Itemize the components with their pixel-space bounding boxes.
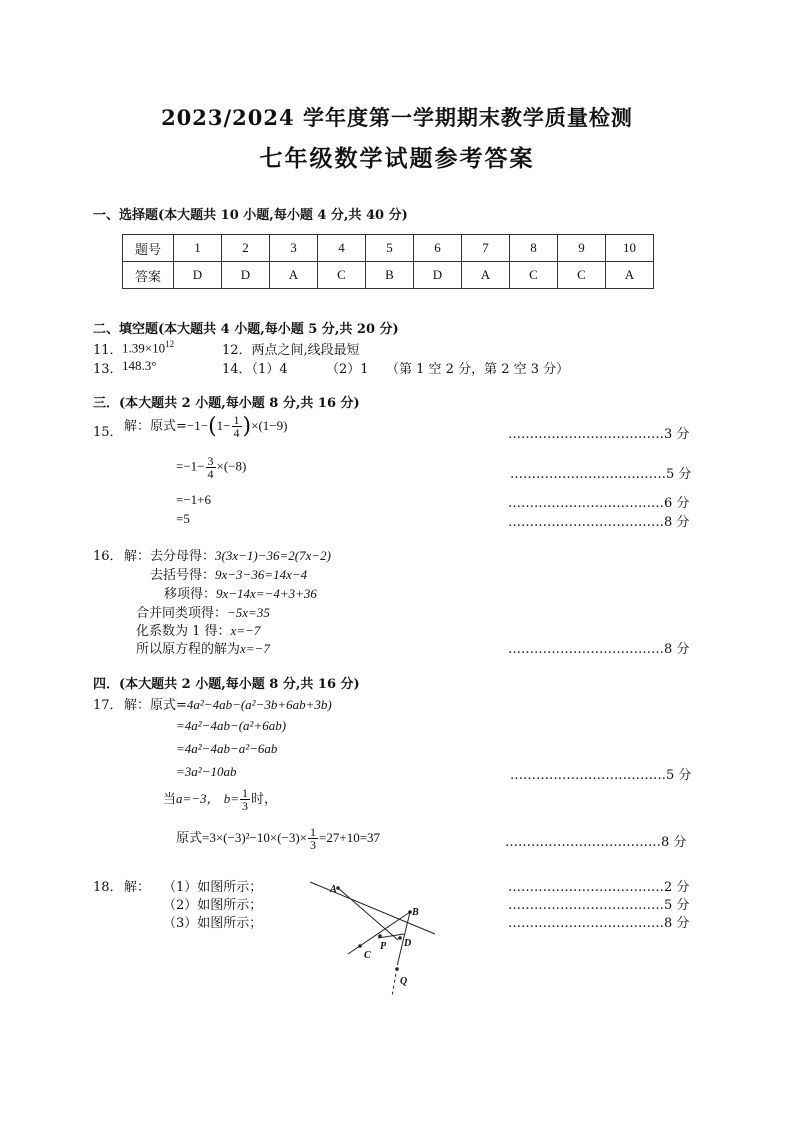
- q15-score1: ………………………………3 分: [508, 427, 690, 442]
- label-d: D: [404, 938, 412, 949]
- numerator: 1: [233, 413, 240, 427]
- q16-line5: [136, 620, 260, 639]
- row-label-ans: 答案: [123, 262, 174, 289]
- point-c: [358, 944, 362, 948]
- table-cell: C: [510, 262, 558, 289]
- q16-line3: [164, 583, 317, 602]
- numerator: 1: [241, 786, 248, 800]
- table-cell: 5: [366, 235, 414, 262]
- q16-equation: 9x−3−36=14x−4: [215, 567, 308, 582]
- label-c: C: [364, 950, 371, 961]
- q17-line5: [163, 787, 277, 812]
- table-cell: B: [366, 262, 414, 289]
- table-cell: A: [606, 262, 654, 289]
- segment-ad: [338, 888, 398, 940]
- table-cell: 4: [318, 235, 366, 262]
- row-label-num: 题号: [123, 235, 174, 262]
- section1-heading: 一、选择题(本大题共 10 小题,每小题 4 分,共 40 分): [93, 208, 408, 223]
- q14-note: （第 1 空 2 分，第 2 空 3 分）: [386, 362, 570, 377]
- dashed-extension: [392, 962, 398, 996]
- q17-line3: =4a²−4ab−a²−6ab: [176, 741, 278, 756]
- q16-equation: 3(3x−1)−36=2(7x−2): [215, 548, 331, 563]
- q18-line3: （3）如图所示；: [163, 916, 263, 931]
- q16-step: 合并同类项得：: [136, 606, 228, 621]
- q16-equation: x=−7: [240, 641, 270, 656]
- denominator: 3: [310, 838, 317, 852]
- q18-score2: ………………………………5 分: [508, 898, 690, 913]
- q17-line2: =4a²−4ab−(a²+6ab): [176, 718, 287, 733]
- q16-line1: [124, 545, 331, 564]
- q15-term: ×: [251, 418, 259, 433]
- q16-step: 解：去分母得：: [124, 549, 216, 564]
- point-d: [398, 936, 402, 940]
- denominator: 4: [207, 467, 214, 481]
- q11-answer: [122, 339, 174, 356]
- label-a: A: [330, 884, 337, 895]
- q15-score3: ………………………………6 分: [508, 496, 690, 511]
- q16-line6: [136, 638, 270, 657]
- geometry-figure: [300, 872, 440, 1002]
- q17-expression: a=−3，: [176, 791, 220, 806]
- table-cell: C: [318, 262, 366, 289]
- page-subtitle: 七年级数学试题参考答案: [259, 145, 535, 172]
- q16-equation: −5x=35: [227, 605, 270, 620]
- q17-score2: ………………………………8 分: [505, 835, 687, 850]
- q15-line2: [176, 455, 246, 480]
- q17-expression: 4a²−4ab−(a²−3b+6ab+3b): [186, 697, 332, 712]
- q15-score4: ………………………………8 分: [508, 515, 690, 530]
- denominator: 4: [233, 426, 240, 440]
- page-title: 2023/2024 学年度第一学期期末教学质量检测: [161, 105, 633, 130]
- q15-line4: =5: [176, 511, 190, 526]
- table-cell: 9: [558, 235, 606, 262]
- fraction: [232, 414, 242, 439]
- fraction: [308, 826, 318, 851]
- label-q: Q: [400, 976, 408, 987]
- q16-line4: [136, 602, 270, 621]
- q16-step: 去括号得：: [150, 568, 216, 583]
- section4-heading: 四．(本大题共 2 小题,每小题 8 分,共 16 分): [93, 677, 360, 692]
- q15-term: 1−: [216, 418, 231, 433]
- point-q-mark: [395, 967, 399, 971]
- table-cell: 10: [606, 235, 654, 262]
- q18-label: 解：: [124, 880, 151, 895]
- answer-table: [122, 234, 654, 289]
- q16-line2: [150, 564, 307, 583]
- table-cell: 3: [270, 235, 318, 262]
- q15-term: =−1−: [176, 458, 205, 474]
- table-cell: D: [414, 262, 462, 289]
- table-cell: 1: [174, 235, 222, 262]
- q18-score1: ………………………………2 分: [508, 880, 690, 895]
- q15-term: (1−9): [258, 418, 288, 433]
- q12-answer: 12．两点之间,线段最短: [222, 343, 360, 358]
- q18-number: 18．: [93, 880, 123, 895]
- q17-score1: ………………………………5 分: [510, 768, 692, 783]
- q16-number: 16．: [93, 549, 123, 564]
- q15-line1: 解：原式=−1−(1− $\frac{1}{4}$ )×(1−9): [124, 413, 288, 440]
- q16-score: ………………………………8 分: [508, 642, 690, 657]
- q15-term: −1−: [186, 418, 209, 433]
- table-cell: C: [558, 262, 606, 289]
- q16-step: 移项得：: [164, 587, 217, 602]
- q15-score2: ………………………………5 分: [510, 467, 692, 482]
- q15-term: ×(−8): [216, 458, 247, 474]
- table-row-answers: [123, 262, 654, 289]
- point-p: [378, 934, 382, 938]
- q17-text: 当: [163, 792, 177, 807]
- fraction: [206, 455, 216, 480]
- q15-prefix: 解：原式=: [124, 419, 187, 434]
- q17-expression: b=: [223, 791, 239, 806]
- denominator: 3: [241, 799, 248, 813]
- q16-step: 所以原方程的解为: [136, 642, 241, 657]
- q17-prefix: 解：原式=: [124, 698, 187, 713]
- table-cell: A: [270, 262, 318, 289]
- point-a: [336, 886, 340, 890]
- q15-number: 15．: [93, 425, 123, 440]
- table-row-numbers: [123, 235, 654, 262]
- table-cell: 7: [462, 235, 510, 262]
- q17-line1: [124, 694, 332, 713]
- q17-expression: 原式=3×(−3)²−10×(−3)×: [176, 830, 308, 845]
- fraction: [240, 787, 250, 812]
- table-cell: 2: [222, 235, 270, 262]
- table-cell: A: [462, 262, 510, 289]
- q16-equation: 9x−14x=−4+3+36: [216, 586, 317, 601]
- q14-answer-b: （2）1: [326, 362, 369, 377]
- label-b: B: [412, 907, 419, 918]
- q17-line4: =3a²−10ab: [176, 764, 237, 779]
- table-cell: D: [174, 262, 222, 289]
- q18-line1: （1）如图所示；: [163, 880, 263, 895]
- table-cell: D: [222, 262, 270, 289]
- q11-exponent: 12: [165, 339, 175, 349]
- numerator: 1: [310, 825, 317, 839]
- q17-number: 17．: [93, 698, 123, 713]
- q14-answer: 14．（1）4: [222, 362, 288, 377]
- q16-equation: x=−7: [230, 623, 261, 638]
- numerator: 3: [207, 454, 214, 468]
- q17-expression: =27+10=37: [319, 830, 381, 845]
- q15-line3: =−1+6: [176, 492, 211, 507]
- section3-heading: 三．(本大题共 2 小题,每小题 8 分,共 16 分): [93, 396, 360, 411]
- q11-number: 11．: [93, 343, 123, 358]
- q18-score3: ………………………………8 分: [508, 916, 690, 931]
- label-p: P: [380, 941, 387, 952]
- table-cell: 6: [414, 235, 462, 262]
- segment-bc: [348, 912, 410, 954]
- q11-base: 1.39×10: [122, 340, 166, 356]
- q17-text: 时，: [250, 792, 277, 807]
- q17-line6: [176, 826, 380, 851]
- q16-step: 化系数为 1 得：: [136, 624, 231, 639]
- q13-number: 13．: [93, 362, 123, 377]
- section2-heading: 二、填空题(本大题共 4 小题,每小题 5 分,共 20 分): [93, 322, 399, 337]
- q13-answer: 148.3°: [122, 358, 157, 373]
- table-cell: 8: [510, 235, 558, 262]
- q18-line2: （2）如图所示；: [163, 898, 263, 913]
